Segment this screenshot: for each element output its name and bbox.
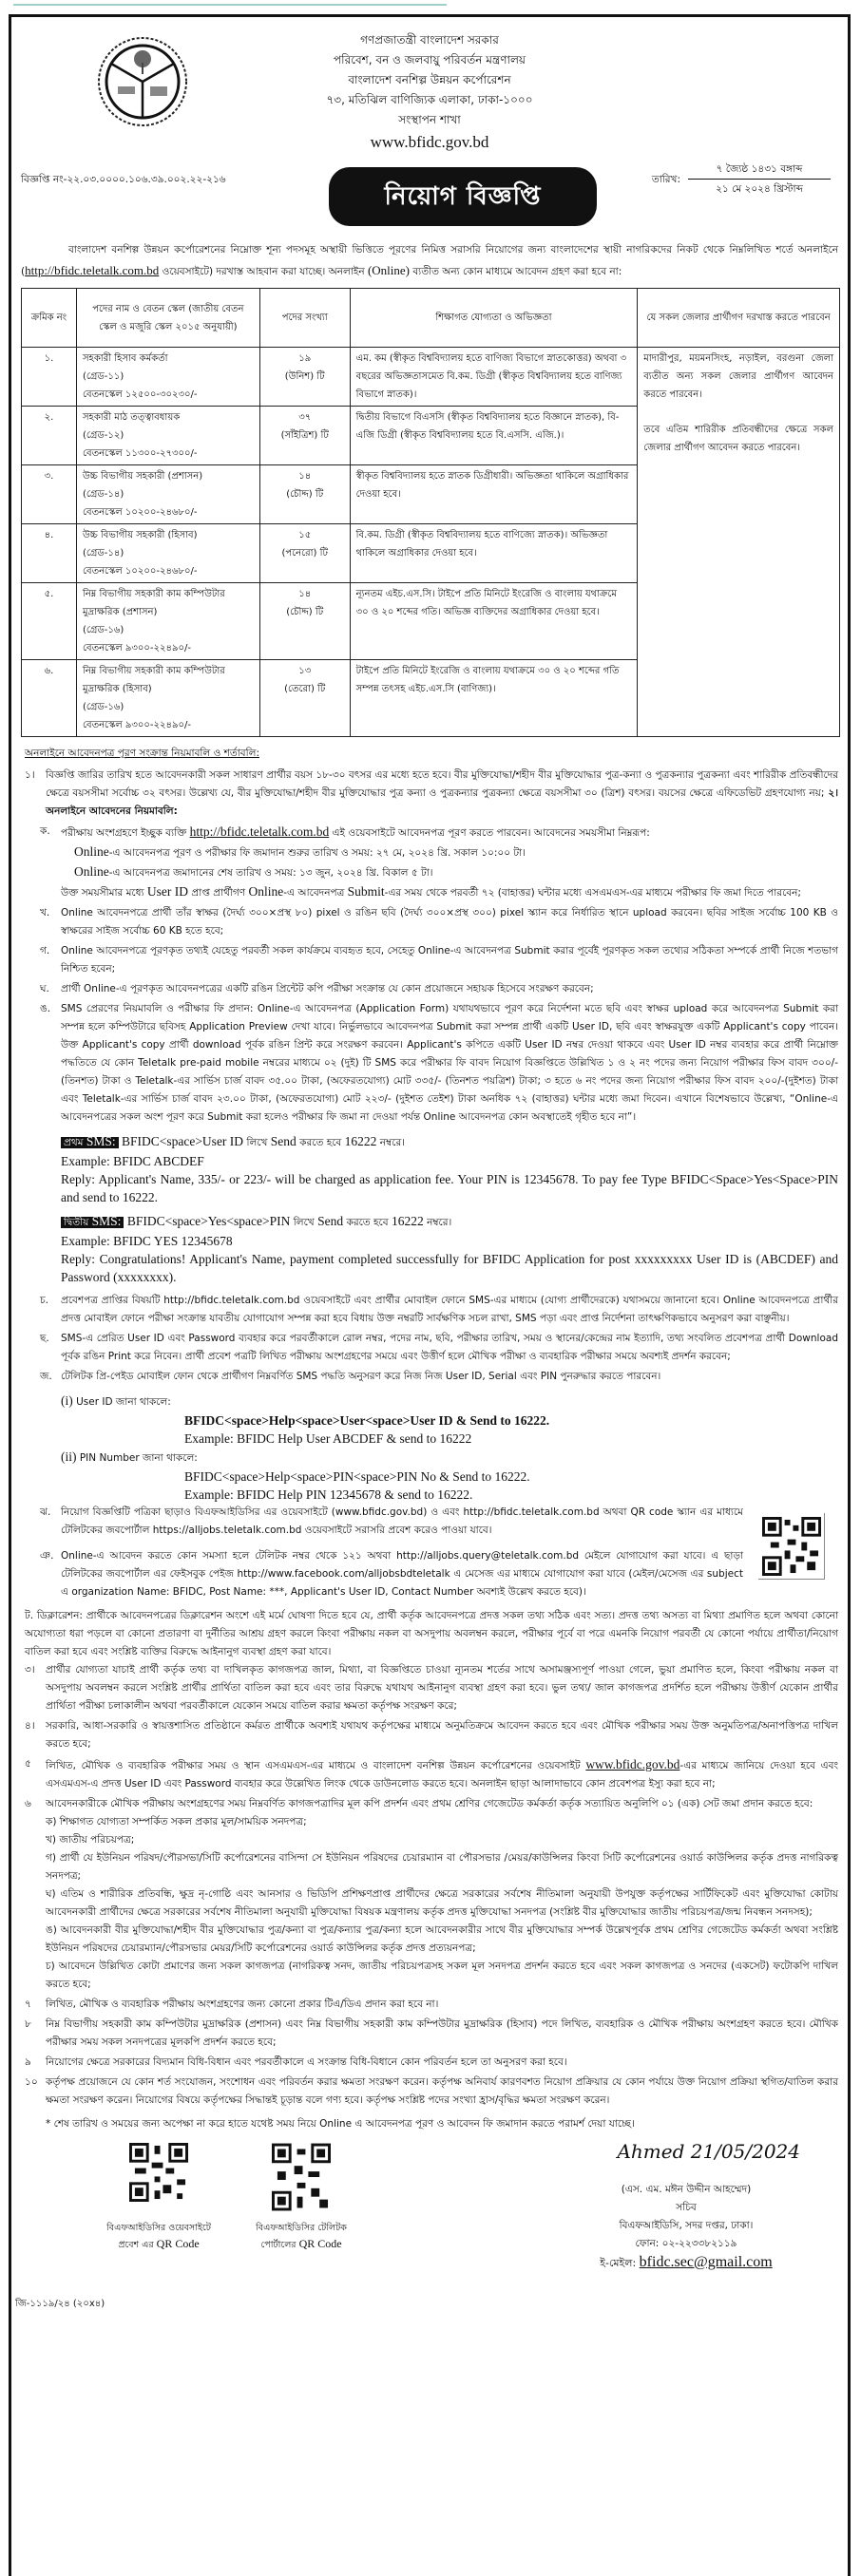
rule-ga (40, 942, 838, 978)
portal-qr-code-icon[interactable] (239, 2143, 363, 2211)
rule-number: ৫ (25, 1758, 31, 1770)
col-districts: যে সকল জেলার প্রার্থীগণ দরখাস্ত করতে পারবেন (638, 289, 840, 348)
application-end-date: -এ আবেদনপত্র জমাদানের শেষ তারিখ ও সময়: ১৩ জুন, ২০২৪ খ্রি. বিকাল ৫ টা। (108, 867, 433, 879)
document-requirement: চ) আবেদনে উল্লিখিত কোটা প্রমাণের জন্য সকল কাগজপত্র (নাগরিকত্ব সনদ, জাতীয় পরিচয়পত্রসহ সকল মূল সনদপত্র প্রদর্শন করতে হবে এবং সকল কাগজপত্র ও সনদের (একসেট) ফটোকপি দাখিল করতে হবে; (46, 1960, 838, 1990)
rule-number: ৩। (25, 1664, 35, 1676)
rule-9 (25, 2054, 838, 2072)
rule-number: ৯ (25, 2056, 31, 2068)
rule-10 (25, 2074, 838, 2110)
rule-number: ঙ. (40, 1003, 51, 1014)
rule-number: ঘ. (40, 983, 49, 994)
sms-command: BFIDC<space>Help<space>User<space>User ID & Send to 16222. (184, 1413, 550, 1428)
row-qualification: দ্বিতীয় বিভাগে বিএসসি (স্বীকৃত বিশ্ববিদ্যালয় হতে বিজ্ঞানে স্নাতক), বি-এজি ডিগ্রী (স্বীকৃত বিশ্ববিদ্যালয় হতে বি.এসসি. এজি.)। (350, 407, 638, 465)
intro-text: বাংলাদেশ বনশিল্প উন্নয়ন কর্পোরেশনের নিম্নোক্ত শূন্য পদসমূহ অস্থায়ী ভিত্তিতে পূরণের নিমিত্ত সরাসরি নিয়োগের জন্য বাংলাদেশের স্থায়ী নাগরিকদের নিকট থেকে নিম্নলিখিত শর্তে অনলাইনে ( (21, 244, 838, 277)
signer-name: (এস. এম. মঈন উদ্দীন আহম্মেদ) (621, 2184, 752, 2195)
rule-declaration: ট. ডিক্লারেশন: প্রার্থীকে আবেদনপত্রের ডিক্লারেশন অংশে এই মর্মে ঘোষণা দিতে হবে যে, প্রার্থী কর্তৃক আবেদনপত্রে প্রদত্ত সকল তথ্য সঠিক এবং সত্য। প্রদত্ত তথ্য অসত্য বা মিথ্যা প্রমাণিত হলে অথবা কোনো অযোগ্যতা ধরা পড়লে বা কোনো প্রতারণা বা দুর্নীতির আশ্রয় গ্রহণ করলে কিংবা পরীক্ষায় নকল বা অসদুপায় অবলম্বন করলে, পরীক্ষার পূর্বে বা পরে এমনকি নিয়োগ পরবর্তী যে কোনো পর্যায়ে প্রার্থীতা/নিয়োগ বাতিল করা হবে এবং সংশ্লিষ্ট ব্যক্তির বিরুদ্ধে আইনানুগ ব্যবস্থা গ্রহণ করা যাবে। (25, 1610, 838, 1657)
govt-name: গণপ্রজাতন্ত্রী বাংলাদেশ সরকার (360, 33, 499, 47)
row-count: ১৪ (চৌদ্দ) টি (259, 465, 350, 524)
rule-text: প্রার্থীর যোগ্যতা যাচাই প্রার্থী কর্তৃক তথ্য বা দাখিলকৃত কাগজপত্র জাল, মিথ্যা, বা বিজ্ঞপ্তিতে চাওয়া ন্যূনতম শর্তের সাথে অসামঞ্জস্যপূর্ণ পাওয়া গেলে, ভুয়া প্রমাণিত হলে, কিংবা পরীক্ষায় নকল বা অসদুপায় অবলম্বন করলে সংশ্লিষ্ট প্রার্থীর প্রার্থিতা বাতিল করা হবে এবং তার বিরুদ্ধে যথাযথ আইনানুগ ব্যবস্থা গ্রহণ করা হবে। ভুল তথ্য/ জাল কাগজপত্র প্রদর্শিত হলে পরীক্ষায় উত্তীর্ণ যেকোন প্রার্থীর প্রার্থিতা পরীক্ষা চলাকালীন অথবা পরবর্তীকালে যেকোন সময়ে বাতিল করার ক্ষমতা কর্তৃপক্ষ সংরক্ষণ করে; (46, 1664, 838, 1712)
table-row (22, 348, 840, 407)
sms-reply: Reply: Applicant's Name, 335/- or 223/- will be charged as application fee. Your PIN is 12345678. To pay fee Type BFIDC<Space>Yes<Space>PIN and send to 16222. (61, 1172, 838, 1204)
rules-heading: অনলাইনে আবেদনপত্র পূরণ সংক্রান্ত নিয়মাবলি ও শর্তাবলি: (25, 748, 259, 759)
rule-text: লিখিত, মৌখিক ও ব্যবহারিক পরীক্ষায় অংশগ্রহণের জন্য কোনো প্রকার টিএ/ডিএ প্রদান করা হবে না। (46, 1998, 439, 2010)
rule-number: ১। (25, 769, 35, 781)
document-requirement: ঙ) আবেদনকারী বীর মুক্তিযোদ্ধা/শহীদ বীর মুক্তিযোদ্ধার পুত্র/কন্যা বা পুত্র/কন্যার পুত্র/কন্যা হলে আবেদনকারীর সাথে বীর মুক্তিযোদ্ধার সম্পর্ক উল্লেখপূর্বক প্রথম শ্রেণির গেজেটেড কর্মকর্তা অথবা সংশ্লিষ্ট ইউনিয়ন পরিষদের চেয়ারম্যান/পৌরসভার মেয়র/সিটি কর্পোরেশনের ওয়ার্ড কাউন্সিলর কর্তৃক প্রদত্ত প্রত্যয়নপত্র; (46, 1924, 838, 1954)
posts-table (21, 288, 840, 737)
list-heading: PIN Number জানা থাকলে: (79, 1452, 198, 1464)
sms-first-tag: প্রথম SMS: (61, 1137, 119, 1148)
page-top-divider (13, 4, 447, 6)
rule-text: পরীক্ষায় অংশগ্রহণে ইচ্ছুক ব্যক্তি (61, 827, 190, 839)
rule-text: Online (248, 884, 284, 899)
date-english: ২১ মে ২০২৪ খ্রিস্টাব্দ (716, 183, 803, 196)
document-requirement: ক) শিক্ষাগত যোগ্যতা সম্পর্কিত সকল প্রকার মূল/সাময়িক সনদপত্র; (46, 1816, 307, 1828)
signature: Ahmed 21/05/2024 (617, 2140, 800, 2163)
rule-text: -এর সময় থেকে পরবর্তী ৭২ (বাহাত্তর) ঘন্টার মধ্যে এসএমএস-এর মাধ্যমে পরীক্ষার ফি জমা দিতে পারবেন; (384, 887, 801, 899)
row-post: নিম্ন বিভাগীয় সহকারী কাম কম্পিউটার মুদ্রাক্ষরিক (হিসাব) (গ্রেড-১৬) বেতনস্কেল ৯৩০০-২২৪৯০/- (76, 660, 259, 737)
portal-qr-block: বিএফআইডিসির টেলিটক পোর্টালের QR Code (239, 2143, 363, 2253)
rule-1 (25, 767, 838, 821)
row-count: ৩৭ (সাঁইত্রিশ) টি (259, 407, 350, 465)
rule-5 (25, 1755, 838, 1793)
rule-text: উক্ত সময়সীমার মধ্যে (61, 887, 147, 899)
sms-second: দ্বিতীয় SMS: BFIDC<space>Yes<space>PIN লিখে Send করতে হবে 16222 নম্বরে। Example: BFIDC YES 12345678 Reply: Congratulations! Applicant's Name, payment completed successfully for BFIDC Application for post xxxxxxxxx User ID is (ABCDEF) and Password (xxxxxxxx). (61, 1214, 838, 1284)
signer-email: ই-মেইল: bfidc.sec@gmail.com (600, 2254, 773, 2270)
rule-number: গ. (40, 945, 50, 957)
teletalk-qr-code-icon[interactable] (758, 1513, 825, 1580)
row-serial: ২. (22, 407, 77, 465)
rule-nya (40, 1547, 743, 1601)
intro-paragraph (21, 239, 838, 282)
document-requirement: ঘ) এতিম ও শারীরিক প্রতিবন্ধি, ক্ষুদ্র নৃ-গোষ্ঠি এবং আনসার ও ভিডিপি প্রশিক্ষণপ্রাপ্ত প্রার্থীদের ক্ষেত্রে সরকারের সর্বশেষ নীতিমালা অনুযায়ী উপযুক্ত কর্তৃপক্ষের সার্টিফিকেট এবং মুক্তিযোদ্ধা কোটায় আবেদনকারী প্রার্থীদের ক্ষেত্রে সরকারের সর্বশেষ নীতিমালা অনুযায়ী মুক্তিযোদ্ধা বিষয়ক মন্ত্রণালয় কর্তৃক প্রদত্ত মুক্তিযোদ্ধা সনদপত্র (সংশ্লিষ্ট বীর মুক্তিযোদ্ধার জাতীয় পরিচয়পত্র/জন্ম নিবন্ধন সনদসহ); (46, 1888, 838, 1918)
document-footer (11, 2140, 848, 2323)
rule-number: খ. (40, 907, 50, 919)
qr-label: বিএফআইডিসির টেলিটক (256, 2223, 347, 2233)
rule-number: জ. (40, 1371, 52, 1382)
header-text (11, 30, 848, 152)
rule-text: -এ আবেদনপত্র (283, 887, 348, 899)
row-serial: ৪. (22, 524, 77, 583)
teletalk-link[interactable]: http://bfidc.teletalk.com.bd (189, 824, 330, 839)
row-post: সহকারী মাঠ তত্ত্বাবধায়ক (গ্রেড-১২) বেতনস্কেল ১১৩০০-২৭৩০০/- (76, 407, 259, 465)
row-post: উচ্চ বিভাগীয় সহকারী (প্রশাসন) (গ্রেড-১৪) বেতনস্কেল ১০২০০-২৪৬৮০/- (76, 465, 259, 524)
intro-text: ব্যতীত অন্য কোন মাধ্যমে আবেদন গ্রহণ করা হবে না: (409, 266, 622, 277)
rule-number: ৪। (25, 1720, 35, 1732)
teletalk-link[interactable]: http://bfidc.teletalk.com.bd (25, 263, 160, 277)
rule-chha (40, 1330, 838, 1366)
rule-text: বিজ্ঞপ্তি জারির তারিখ হতে আবেদনকারী সকল সাধারণ প্রার্থীর বয়স ১৮-৩০ বৎসর এর মধ্যে হতে হবে। বীর মুক্তিযোদ্ধা/শহীদ বীর মুক্তিযোদ্ধার পুত্র-কন্যা ও পুত্রকন্যার পুত্রকন্যা এবং শারিরীক প্রতিবন্ধীদের ক্ষেত্রে বয়সসীমা সর্বোচ্চ ৩২ বৎসর। উল্লেখ্য যে, বীর মুক্তিযোদ্ধা/শহীদ বীর মুক্তিযোদ্ধার পুত্র কন্যা ও পুত্রকন্যার পুত্রকন্যা ক্ষেত্রে বয়সসীমা ৩০ (ত্রিশ) বৎসর। বয়সের ক্ষেত্রে এফিডেভিট গ্রহণযোগ্য নয়; (46, 769, 838, 799)
rule-text: কর্তৃপক্ষ প্রয়োজনে যে কোন শর্ত সংযোজন, সংশোধন এবং পরিবর্তন করার ক্ষমতা সংরক্ষণ করেন। কর্তৃপক্ষ অনিবার্য কারণবশত নিয়োগ প্রক্রিয়ার যে কোন পর্যায়ে উক্ত নিয়োগ প্রক্রিয়া স্থগিত/বাতিল করার ক্ষমতা সংরক্ষণ করেন। নিয়োগের বিষয়ে কর্তৃপক্ষের সিদ্ধান্তই চূড়ান্ত বলে গণ্য হবে। কর্তৃপক্ষ সংশ্লিষ্ট পদের সংখ্যা হ্রাস/বৃদ্ধির ক্ষমতা সংরক্ষণ করেন। (46, 2076, 838, 2106)
rule-jha (40, 1504, 743, 1540)
col-count: পদের সংখ্যা (259, 289, 350, 348)
sms-command: BFIDC<space>Help<space>PIN<space>PIN No & Send to 16222. (184, 1469, 530, 1484)
signer-title: সচিব (676, 2202, 697, 2213)
document-requirement: গ) প্রার্থী যে ইউনিয়ন পরিষদ/পৌরসভা/সিটি কর্পোরেশনের বাসিন্দা সে ইউনিয়ন পরিষদের চেয়ারম্যান বা পৌরসভার /মেয়র/কাউন্সিলর কিংবা সিটি কর্পোরেশনের ওয়ার্ড কাউন্সিলর কর্তৃক প্রদত্ত নাগরিকত্ব সনদপত্র; (46, 1852, 838, 1882)
online-label: Online (74, 864, 109, 879)
rule-number: চ. (40, 1295, 49, 1306)
row-count: ১৩ (তেরো) টি (259, 660, 350, 737)
branch-name: সংস্থাপন শাখা (398, 113, 461, 126)
page-title: নিয়োগ বিজ্ঞপ্তি (329, 167, 597, 226)
ministry-name: পরিবেশ, বন ও জলবায়ু পরিবর্তন মন্ত্রণালয় (333, 53, 526, 66)
rule-text: SMS প্রেরণের নিয়মাবলি ও পরীক্ষার ফি প্রদান: Online-এ আবেদনপত্র (Application Form) যথাযথভাবে পূরণ করে নির্দেশনা মতে ছবি এবং স্বাক্ষর upload করে আবেদনপত্র Submit করা সম্পন্ন হলে কম্পিউটারে ছবিসহ Application Preview দেখা যাবে। নির্ভুলভাবে আবেদনপত্র Submit করা সম্পন্ন প্রার্থী একটি User ID, ছবি এবং স্বাক্ষরযুক্ত একটি Applicant's copy পাবেন। উক্ত Applicant's copy প্রার্থী download পূর্বক রঙিন প্রিন্ট করে সংরক্ষণ করবেন। Applicant's কপিতে একটি User ID নম্বর দেওয়া থাকবে এবং User ID নম্বর ব্যবহার করে প্রার্থী নিম্নোক্ত পদ্ধতিতে যে কোন Teletalk pre-paid mobile নম্বরের মাধ্যমে ০২ (দুই) টি SMS করে পরীক্ষার ফি বাবদ নিয়োগ বিজ্ঞপ্তিতে উল্লিখিত ১ ও ২ নং পদের জন্য নিয়োগ পরীক্ষার ফিস বাবদ ৩০০/-(তিনশত) টাকা ও Teletalk-এর সার্ভিস চার্জ বাবদ ৩৫.০০ টাকা, (অফেরতযোগ্য) মোট ৩৩৫/- (তিনশত পয়ত্রিশ) টাকা; ৩ হতে ৬ নং পদের জন্য নিয়োগ পরীক্ষার ফিস বাবদ ২০০/-(দুইশত) টাকা এবং Teletalk-এর সার্ভিস চার্জ বাবদ ২৩.০০ টাকা, (অফেরতযোগ্য) মোট ২২৩/- (দুইশত তেইশ) টাকা অনধিক ৭২ (বাহাত্তর) ঘন্টার মধ্যে জমা দিবেন। এখানে বিশেষভাবে উল্লেখ্য, “Online-এ আবেদনপত্রের সকল অংশ পূরণ করে Submit করা হলেও পরীক্ষার ফি জমা না দেওয়া পর্যন্ত Online আবেদনপত্র কোন অবস্থাতেই গৃহীত হবে না”। (61, 1003, 838, 1123)
sms-first: প্রথম SMS: BFIDC<space>User ID লিখে Send করতে হবে 16222 নম্বরে। Example: BFIDC ABCDEF Reply: Applicant's Name, 335/- or 223/- will be charged as application fee. Your PIN is 12345678. To pay fee Type BFIDC<Space>Yes<Space>PIN and send to 16222. (61, 1134, 838, 1204)
rule-text: SMS-এ প্রেরিত User ID এবং Password ব্যবহার করে পরবর্তীকালে রোল নম্বর, পদের নাম, ছবি, পরীক্ষার তারিখ, সময় ও স্থানের/কেন্দ্রের নাম ইত্যাদি, তথ্য সংবলিত প্রবেশপত্র প্রার্থী Download পূর্বক রঙিন Print করে নিবেন। প্রার্থী প্রবেশ পত্রটি লিখিত পরীক্ষায় অংশগ্রহণের সময়ে এবং উত্তীর্ণ হলে মৌখিক পরীক্ষা ও ব্যবহারিক পরীক্ষার সময়ে অবশ্যই প্রদর্শন করবেন; (61, 1333, 838, 1362)
document-header (11, 17, 848, 211)
rule-text: নিয়োগ বিজ্ঞপ্তিটি পত্রিকা ছাড়াও বিএফআইডিসির এর ওয়েবসাইটে (www.bfidc.gov.bd) ও এবং http://bfidc.teletalk.com.bd অথবা QR code স্ক্যান এর মাধ্যমে টেলিটকের জবপোর্টাল https://alljobs.teletalk.com.bd ওয়েবসাইটে সরাসরি প্রবেশ করেও পাওয়া যাবে। (61, 1506, 743, 1536)
bfidc-website-link[interactable]: www.bfidc.gov.bd (585, 1757, 680, 1771)
application-start-date: -এ আবেদনপত্র পূরণ ও পরীক্ষার ফি জমাদান শুরুর তারিখ ও সময়: ২৭ মে, ২০২৪ খ্রি. সকাল ১০:০০ টা। (108, 847, 526, 859)
org-name: বাংলাদেশ বনশিল্প উন্নয়ন কর্পোরেশন (348, 73, 511, 86)
document-requirement: খ) জাতীয় পরিচয়পত্র; (46, 1834, 135, 1846)
rule-text: টেলিটক প্রি-পেইড মোবাইল ফোন থেকে প্রার্থীগণ নিম্নবর্ণিত SMS পদ্ধতি অনুসরণ করে নিজ নিজ User ID, Serial এবং PIN পুনরুদ্ধার করতে পারবেন। (61, 1371, 661, 1382)
date-bangla: ৭ জ্যৈষ্ঠ ১৪৩১ বঙ্গাব্দ (716, 163, 803, 175)
date-label: তারিখ: (651, 174, 680, 185)
rule-text: প্রাপ্ত প্রার্থীগণ (188, 887, 249, 899)
rule-number: ৬ (25, 1798, 31, 1809)
row-qualification: বি.কম. ডিগ্রী (স্বীকৃত বিশ্ববিদ্যালয় হতে বাণিজ্যে স্নাতক)। অভিজ্ঞতা থাকিলে অগ্রাধিকার দেওয়া হবে। (350, 524, 638, 583)
row-count: ১৫ (পনেরো) টি (259, 524, 350, 583)
signer-phone: ফোন: ০২-২২৩৩৮২১১৯ (635, 2238, 737, 2249)
col-post: পদের নাম ও বেতন স্কেল (জাতীয় বেতন স্কেল ও মজুরি স্কেল ২০১৫ অনুযায়ী) (76, 289, 259, 348)
rule-ja (40, 1368, 838, 1386)
rule-number: ক. (40, 825, 50, 837)
rule-umo (40, 1000, 838, 1127)
sms-example: Example: BFIDC ABCDEF (61, 1154, 204, 1168)
sms-reply: Reply: Congratulations! Applicant's Name, payment completed successfully for BFIDC Application for post xxxxxxxxx User ID is (ABCDEF) and Password (xxxxxxxx). (61, 1252, 838, 1284)
rule-7 (25, 1996, 838, 2014)
rule-number: ৮ (25, 2018, 31, 2030)
intro-text: ওয়েবসাইটে) দরখাস্ত আহবান করা যাচ্ছে। অনলাইন (159, 266, 368, 277)
rule-3 (25, 1661, 838, 1715)
row-post: নিম্ন বিভাগীয় সহকারী কাম কম্পিউটার মুদ্রাক্ষরিক (প্রশাসন) (গ্রেড-১৬) বেতনস্কেল ৯৩০০-২২৪৯০/- (76, 583, 259, 660)
rule-text: Online আবেদনপত্রে প্রার্থী তাঁর স্বাক্ষর (দৈর্ঘ্য ৩০০×প্রস্থ ৮০) pixel ও রঙিন ছবি (দৈর্ঘ্য ৩০০×প্রস্থ ৩০০) pixel স্ক্যান করে নির্ধারিত স্থানে upload করবেন। ছবির সাইজ সর্বোচ্চ 100 KB ও স্বাক্ষরের সাইজ সর্বোচ্চ 60 KB হতে হবে; (61, 907, 838, 937)
col-qualification: শিক্ষাগত যোগ্যতা ও অভিজ্ঞতা (350, 289, 638, 348)
rule-gha (40, 980, 838, 998)
rule-ka (40, 823, 838, 902)
intro-text: (Online) (367, 263, 410, 277)
sms-second-tag: দ্বিতীয় SMS: (61, 1217, 124, 1228)
memo-number: বিজ্ঞপ্তি নং-২২.০৩.০০০০.১০৬.৩৯.০০২.২২-২১৬ (21, 174, 226, 185)
rule-text: প্রার্থী Online-এ পূরণকৃত আবেদনপত্রের একটি রঙিন প্রিন্টেট কপি পরীক্ষা সংক্রান্ত যে কোন প্রয়োজনে সহায়ক হিসেবে সংরক্ষণ করবেন; (61, 983, 594, 994)
rule-text: নিয়োগের ক্ষেত্রে সরকারের বিদ্যমান বিধি-বিধান এবং পরবর্তীকালে এ সংক্রান্ত বিধি-বিধানে কোন পরিবর্তন হলে তা অনুসরণ করা হবে। (46, 2056, 567, 2068)
row-post: উচ্চ বিভাগীয় সহকারী (হিসাব) (গ্রেড-১৪) বেতনস্কেল ১০২০০-২৪৬৮০/- (76, 524, 259, 583)
table-header-row (22, 289, 840, 348)
row-serial: ৫. (22, 583, 77, 660)
rule-6 (25, 1795, 838, 1994)
districts-text: মাদারীপুর, ময়মনসিংহ, নড়াইল, বরগুনা জেলা ব্যতীত অন্য সকল জেলার প্রার্থীগণ আবেদন করতে পারবেন। (643, 353, 833, 400)
rule-cha (40, 1292, 838, 1328)
list-label: (i) (61, 1393, 73, 1408)
advice-note: * শেষ তারিখ ও সময়ের জন্য অপেক্ষা না করে হাতে যথেষ্ট সময় নিয়ে Online এ আবেদনপত্র পূরণ ও আবেদন ফি জমাদান করতে পরামর্শ দেয়া যাচ্ছে। (46, 2118, 635, 2130)
sms-command: BFIDC<space>User ID (118, 1134, 247, 1148)
row-qualification: ন্যূনতম এইচ.এস.সি। টাইপে প্রতি মিনিটে ইংরেজি ও বাংলায় যথাক্রমে ৩০ ও ২০ শব্দের গতি। অভিজ্ঞ ব্যক্তিদের অগ্রাধিকার দেওয়া হবে। (350, 583, 638, 660)
rules-section (25, 745, 838, 2133)
rule-text: লিখিত, মৌখিক ও ব্যবহারিক পরীক্ষার সময় ও স্থান এসএমএস-এর মাধ্যমে ও বাংলাদেশ বনশিল্প উন্নয়ন কর্পোরেশনের ওয়েবসাইট (46, 1760, 586, 1771)
rule-text: এই ওয়েবসাইটে আবেদনপত্র পূরণ করতে পারবেন। আবেদনের সময়সীমা নিম্নরূপ: (329, 827, 650, 839)
list-heading: User ID জানা থাকলে: (76, 1396, 171, 1408)
rule-2-heading: ২। অনলাইনে আবেদনের নিয়মাবলি: (46, 787, 838, 817)
qr-label: বিএফআইডিসির ওয়েবসাইটে (106, 2223, 211, 2233)
row-serial: ৩. (22, 465, 77, 524)
rule-text: প্রবেশপত্র প্রাপ্তির বিষয়টি http://bfidc.teletalk.com.bd ওয়েবসাইটে এবং প্রার্থীর মোবাইল ফোনে SMS-এর মাধ্যমে (যোগ্য প্রার্থীদেরকে) যথাসময়ে জানানো হবে। Online আবেদনপত্রে প্রার্থীর প্রদত্ত মোবাইল ফোনে পরীক্ষা সংক্রান্ত যাবতীয় যোগাযোগ সম্পন্ন করা হবে বিধায় উক্ত নম্বরটি সার্বক্ষণিক সচল রাখা, SMS পড়া এবং প্রাপ্ত নির্দেশনা তাৎক্ষণিকভাবে অনুসরণ করা বাঞ্ছনীয়। (61, 1295, 838, 1324)
row-serial: ৬. (22, 660, 77, 737)
row-serial: ১. (22, 348, 77, 407)
rule-8 (25, 2016, 838, 2052)
row-districts (638, 348, 840, 737)
sms-command: BFIDC<space>Yes<space>PIN (124, 1214, 294, 1228)
recovery-userid (61, 1392, 838, 1504)
rule-number: ছ. (40, 1333, 49, 1344)
website-qr-code-icon[interactable] (97, 2143, 220, 2202)
rule-text: Online-এ আবেদন করতে কোন সমস্যা হলে টেলিটক নম্বর থেকে ১২১ অথবা http://alljobs.query@teletalk.com.bd মেইলে যোগাযোগ করা যাবে। এ ছাড়া টেলিটকের জবপোর্টাল এর ফেইসবুক পেইজ http://www.facebook.com/alljobsbdteletalk এ মেসেজ এর মাধ্যমে যোগাযোগ করা যাবে (মেইল/মেসেজ এর subject এ organization Name: BFIDC, Post Name: ***, Applicant's User ID, Contact Number অবশ্যই উল্লেখ করতে হবে)। (61, 1550, 743, 1598)
rule-kha (40, 904, 838, 940)
rule-text: -এর মাধ্যমে জানিয়ে দেওয়া হবে এবং এসএমএস-এ প্রদত্ত User ID এবং Password ব্যবহার করে উল্লেখিত লিংক থেকে ডাউনলোড করতে হবে। অনলাইন ছাড়া আলাদাভাবে কোন প্রবেশপত্র ইস্যু করা হবে না; (46, 1760, 839, 1790)
rule-text: আবেদনকারীকে মৌখিক পরীক্ষায় অংশগ্রহণের সময় নিম্নবর্ণিত কাগজপত্রাদির মূল কপি প্রদর্শন এবং প্রথম শ্রেণির গেজেটেড কর্মকর্তা কর্তৃক সত্যায়িত অনুলিপি ০১ (এক) সেট জমা প্রদান করতে হবে: (46, 1798, 813, 1809)
website-link[interactable]: www.bfidc.gov.bd (370, 133, 489, 151)
districts-exception-text: তবে এতিম শারিরীক প্রতিবন্ধীদের ক্ষেত্রে সকল জেলার প্রার্থীগণ আবেদন করতে পারবেন। (643, 425, 833, 453)
row-count: ১৪ (চৌদ্দ) টি (259, 583, 350, 660)
rule-number: ৭ (25, 1998, 31, 2010)
row-qualification: টাইপে প্রতি মিনিটে ইংরেজি ও বাংলায় যথাক্রমে ৩০ ও ২০ শব্দের গতি সম্পন্ন তৎসহ এইচ.এস.সি (বাণিজ্য)। (350, 660, 638, 737)
sms-example: Example: BFIDC YES 12345678 (61, 1234, 233, 1248)
signer-office: বিএফআইডিসি, সদর দপ্তর, ঢাকা। (619, 2220, 754, 2231)
rule-text: Online আবেদনপত্রে পূরণকৃত তথ্যই যেহেতু পরবর্তী সকল কার্যক্রমে ব্যবহৃত হবে, সেহেতু Online-এ আবেদনপত্র Submit করার পূর্বেই পূরণকৃত সকল তথ্যের সঠিকতা সম্পর্কে প্রার্থী নিজে শতভাগ নিশ্চিত হবেন; (61, 945, 838, 975)
rule-4 (25, 1717, 838, 1753)
row-qualification: স্বীকৃত বিশ্ববিদ্যালয় হতে স্নাতক ডিগ্রীধারী। অভিজ্ঞতা থাকিলে অগ্রাধিকার দেওয়া হবে। (350, 465, 638, 524)
list-label: (ii) (61, 1449, 77, 1464)
date-block (688, 161, 831, 198)
website-qr-block: বিএফআইডিসির ওয়েবসাইটে প্রবেশ এর QR Code (97, 2143, 220, 2253)
org-address: ৭৩, মতিঝিল বাণিজ্যিক এলাকা, ঢাকা-১০০০ (326, 93, 533, 106)
rule-number: ঞ. (40, 1550, 54, 1562)
rule-number: ঝ. (40, 1506, 51, 1518)
rule-text: Submit (347, 884, 385, 899)
online-label: Online (74, 844, 109, 859)
row-post: সহকারী হিসাব কর্মকর্তা (গ্রেড-১১) বেতনস্কেল ১২৫০০-৩০২৩০/- (76, 348, 259, 407)
sms-example: Example: BFIDC Help PIN 12345678 & send to 16222. (184, 1487, 473, 1502)
row-qualification: এম. কম (স্বীকৃত বিশ্ববিদ্যালয় হতে বাণিজ্য বিভাগে স্নাতকোত্তর) অথবা ৩ বছরের অভিজ্ঞতাসমেত বি.কম. ডিগ্রী (স্বীকৃত বিশ্ববিদ্যালয় হতে বাণিজ্য বিভাগে স্নাতক)। (350, 348, 638, 407)
rule-text: সরকারি, আধা-সরকারি ও স্বায়ত্তশাসিত প্রতিষ্ঠানে কর্মরত প্রার্থীকে অবশ্যই যথাযথ কর্তৃপক্ষের মাধ্যমে অনুমতিক্রমে আবেদন করতে হবে এবং মৌখিক পরীক্ষার সময় উক্ত অনুমতিপত্র/অনাপত্তিপত্র দাখিল করতে হবে; (46, 1720, 838, 1750)
job-circular-document (9, 14, 851, 2576)
rule-text: নিম্ন বিভাগীয় সহকারী কাম কম্পিউটার মুদ্রাক্ষরিক (প্রশাসন) এবং নিম্ন বিভাগীয় সহকারী কাম কম্পিউটার মুদ্রাক্ষরিক (হিসাব) পদে লিখিত, ব্যবহারিক ও মৌখিক পরীক্ষায় অংশগ্রহণ করতে হবে। মৌখিক পরীক্ষার সময় সকল সনদপত্রের মূলকপি প্রদর্শন করতে হবে; (46, 2018, 838, 2048)
col-serial: ক্রমিক নং (22, 289, 77, 348)
rule-number: ১০ (25, 2076, 38, 2088)
row-count: ১৯ (উনিশ) টি (259, 348, 350, 407)
gazette-code: জি-১১১৯/২৪ (২০x৪) (15, 2299, 105, 2309)
email-link[interactable]: bfidc.sec@gmail.com (639, 2254, 773, 2270)
sms-example: Example: BFIDC Help User ABCDEF & send to 16222 (184, 1431, 472, 1446)
signature-block (544, 2140, 829, 2272)
rule-text: User ID (146, 884, 189, 899)
